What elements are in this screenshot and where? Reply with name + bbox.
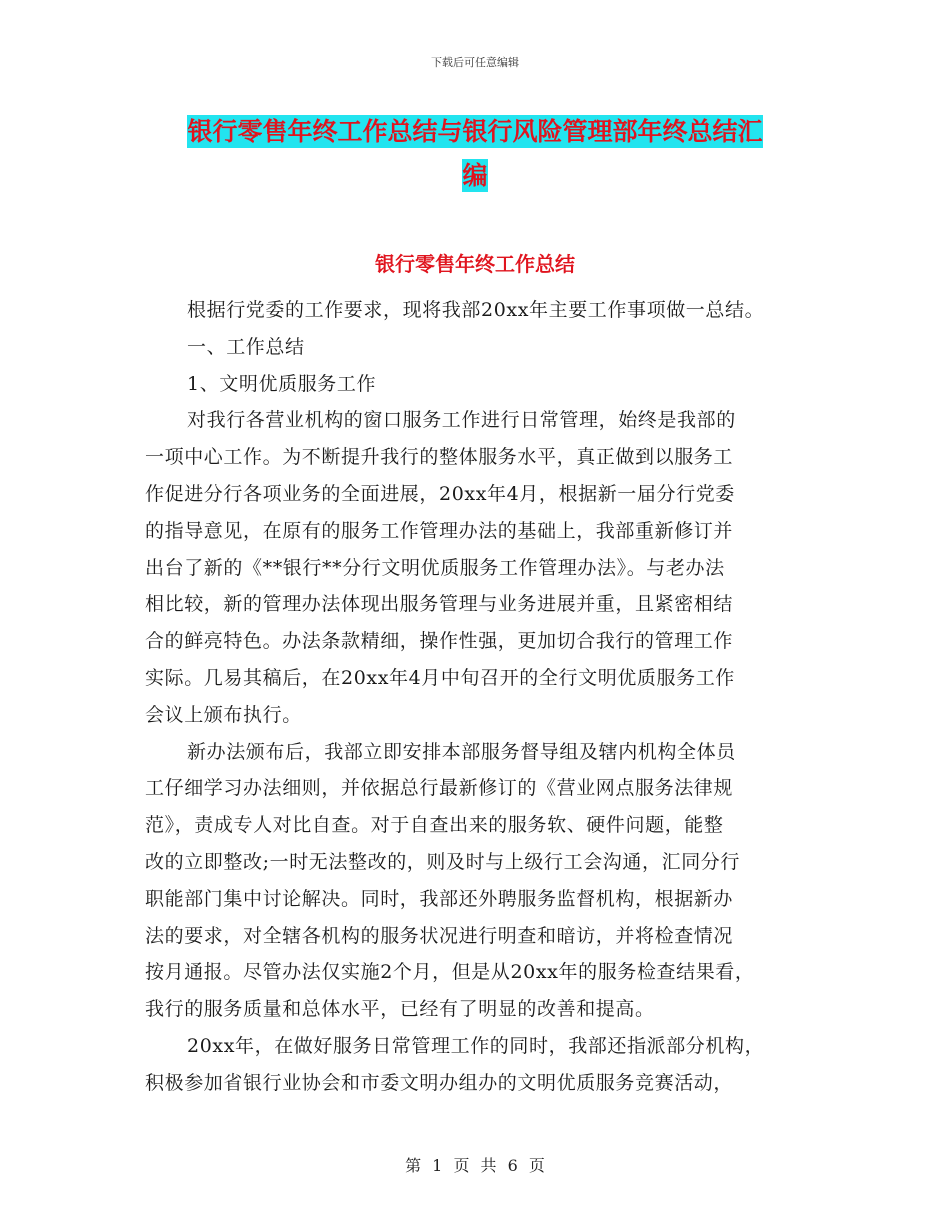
paragraph-line: 职能部门集中讨论解决。同时，我部还外聘服务监督机构，根据新办 (145, 887, 734, 910)
paragraph-line: 对我行各营业机构的窗口服务工作进行日常管理，始终是我部的 (187, 409, 736, 432)
paragraph-line: 法的要求，对全辖各机构的服务状况进行明查和暗访，并将检查情况 (145, 924, 734, 947)
paragraph-line: 相比较，新的管理办法体现出服务管理与业务进展并重，且紧密相结 (145, 593, 734, 616)
document-title-line-2: 编 (462, 161, 488, 190)
paragraph-line: 积极参加省银行业协会和市委文明办组办的文明优质服务竞赛活动， (145, 1071, 734, 1094)
paragraph-line: 20xx年，在做好服务日常管理工作的同时，我部还指派部分机构， (187, 1034, 765, 1057)
paragraph-line: 作促进分行各项业务的全面进展，20xx年4月，根据新一届分行党委 (145, 482, 735, 505)
paragraph-line: 根据行党委的工作要求，现将我部20xx年主要工作事项做一总结。 (187, 299, 765, 321)
paragraph-line: 工仔细学习办法细则，并依据总行最新修订的《营业网点服务法律规 (145, 777, 734, 800)
document-title (120, 110, 830, 198)
paragraph-line: 一项中心工作。为不断提升我行的整体服务水平，真正做到以服务工 (145, 446, 734, 469)
paragraph-line: 按月通报。尽管办法仅实施2个月，但是从20xx年的服务检查结果看， (145, 961, 755, 984)
header-note: 下载后可任意编辑 (431, 56, 519, 69)
section-title: 银行零售年终工作总结 (375, 252, 575, 276)
paragraph-line: 的指导意见，在原有的服务工作管理办法的基础上，我部重新修订并 (145, 519, 734, 542)
document-body (145, 292, 825, 1102)
page-footer: 第 1 页 共 6 页 (405, 1156, 545, 1175)
paragraph-line: 出台了新的《**银行**分行文明优质服务工作管理办法》。与老办法 (145, 556, 725, 579)
paragraph-line: 范》，责成专人对比自查。对于自查出来的服务软、硬件问题，能整 (145, 814, 724, 837)
paragraph-line: 实际。几易其稿后，在20xx年4月中旬召开的全行文明优质服务工作 (145, 666, 735, 689)
subheading-line: 1、文明优质服务工作 (187, 372, 377, 395)
paragraph-line: 改的立即整改;一时无法整改的，则及时与上级行工会沟通，汇同分行 (145, 850, 741, 873)
paragraph-line: 会议上颁布执行。 (145, 703, 302, 726)
heading-line: 一、工作总结 (187, 335, 305, 358)
paragraph-line: 我行的服务质量和总体水平，已经有了明显的改善和提高。 (145, 998, 655, 1021)
paragraph-line: 合的鲜亮特色。办法条款精细，操作性强，更加切合我行的管理工作 (145, 630, 734, 653)
document-title-line-1: 银行零售年终工作总结与银行风险管理部年终总结汇 (187, 117, 763, 146)
paragraph-line: 新办法颁布后，我部立即安排本部服务督导组及辖内机构全体员 (187, 740, 736, 763)
